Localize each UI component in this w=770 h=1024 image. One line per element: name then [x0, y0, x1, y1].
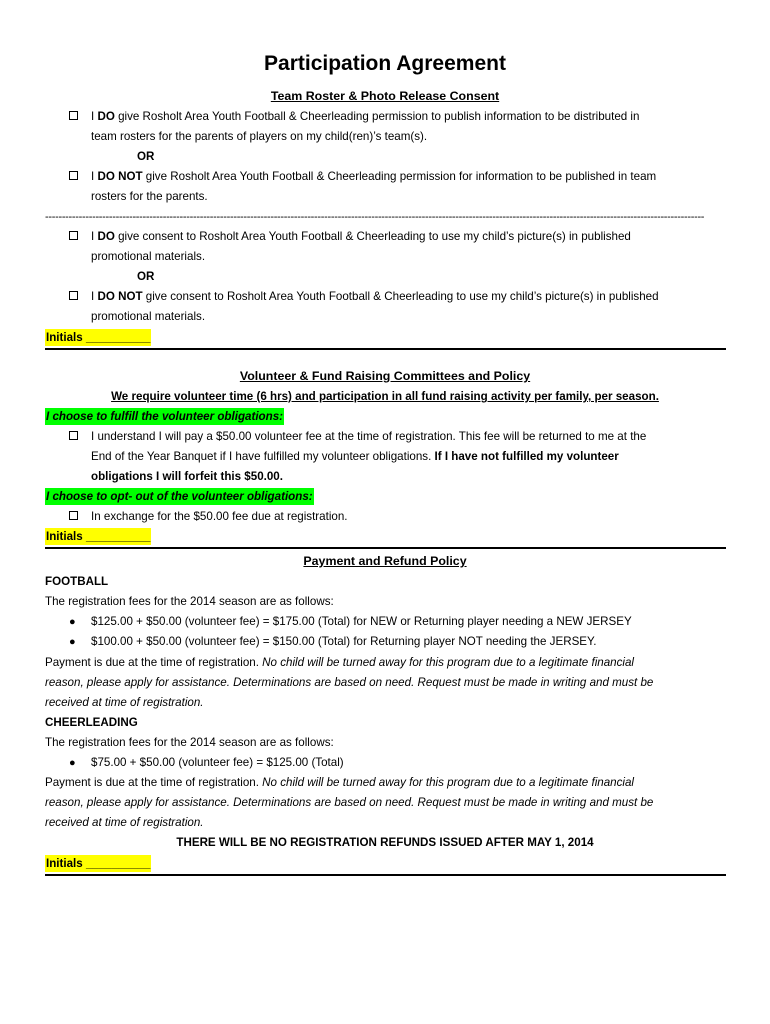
football-label: FOOTBALL — [45, 575, 109, 588]
opt-out-line: In exchange for the $50.00 fee due at registration. — [91, 510, 348, 523]
section-divider — [45, 874, 726, 876]
checkbox-square-icon — [69, 111, 78, 120]
volunteer-heading: Volunteer & Fund Raising Committees and Policy — [239, 369, 531, 383]
photo-do-checkbox[interactable] — [69, 227, 78, 247]
football-fees-intro: The registration fees for the 2014 season are as follows: — [45, 595, 334, 608]
roster-do-line2: team rosters for the parents of players on my child(ren)’s team(s). — [91, 130, 428, 143]
cheer-fees-intro: The registration fees for the 2014 season are as follows: — [45, 736, 334, 749]
roster-heading: Team Roster & Photo Release Consent — [270, 89, 500, 103]
section-divider — [45, 547, 726, 549]
payment-initials-field[interactable]: Initials __________ — [46, 857, 151, 870]
fulfill-line3: obligations I will forfeit this $50.00. — [91, 470, 283, 483]
refund-notice: THERE WILL BE NO REGISTRATION REFUNDS ISSUED AFTER MAY 1, 2014 — [176, 836, 594, 849]
football-fee-item: $100.00 + $50.00 (volunteer fee) = $150.00 (Total) for Returning player NOT needing the JERSEY. — [91, 635, 597, 648]
opt-out-checkbox[interactable] — [69, 507, 78, 527]
cheer-payment-note-line3: received at time of registration. — [45, 816, 204, 829]
bullet-icon: ● — [69, 616, 76, 628]
cheer-payment-note-line2: reason, please apply for assistance. Determinations are based on need. Request must be made in writing and must be — [45, 796, 654, 809]
checkbox-square-icon — [69, 431, 78, 440]
cheer-fee-item: $75.00 + $50.00 (volunteer fee) = $125.00 (Total) — [91, 756, 344, 769]
fulfill-obligations-label: I choose to fulfill the volunteer obligations: — [46, 410, 284, 423]
volunteer-subheading: We require volunteer time (6 hrs) and participation in all fund raising activity per family, per season. — [111, 390, 659, 403]
roster-do-not-line1: I DO NOT give Rosholt Area Youth Football & Cheerleading permission for information to be published in team — [91, 170, 657, 183]
cheer-payment-note-line1: Payment is due at the time of registration. No child will be turned away for this program due to a legitimate financial — [45, 776, 635, 789]
volunteer-initials-field[interactable]: Initials __________ — [46, 530, 151, 543]
roster-do-not-checkbox[interactable] — [69, 167, 78, 187]
or-label: OR — [137, 150, 155, 163]
roster-do-not-line2: rosters for the parents. — [91, 190, 208, 203]
fulfill-obligations-checkbox[interactable] — [69, 427, 78, 447]
bullet-icon: ● — [69, 757, 76, 769]
fulfill-line2: End of the Year Banquet if I have fulfilled my volunteer obligations. If I have not fulfilled my volunteer — [91, 450, 619, 463]
or-label: OR — [137, 270, 155, 283]
photo-do-not-line1: I DO NOT give consent to Rosholt Area Youth Football & Cheerleading to use my child’s picture(s) in published — [91, 290, 659, 303]
dashed-separator: ---------------------------------------------------------------------------------------------------------------------------------------------------------------------------------------------------- — [45, 211, 705, 223]
checkbox-square-icon — [69, 231, 78, 240]
cheerleading-label: CHEERLEADING — [45, 716, 138, 729]
photo-do-line1: I DO give consent to Rosholt Area Youth Football & Cheerleading to use my child’s picture(s) in published — [91, 230, 631, 243]
document-title: Participation Agreement — [264, 52, 506, 75]
checkbox-square-icon — [69, 291, 78, 300]
opt-out-label: I choose to opt- out of the volunteer obligations: — [46, 490, 313, 503]
roster-initials-field[interactable]: Initials __________ — [46, 331, 151, 344]
roster-do-line1: I DO give Rosholt Area Youth Football & Cheerleading permission to publish information to be distributed in — [91, 110, 640, 123]
football-fee-item: $125.00 + $50.00 (volunteer fee) = $175.00 (Total) for NEW or Returning player needing a NEW JERSEY — [91, 615, 632, 628]
section-divider — [45, 348, 726, 350]
bullet-icon: ● — [69, 636, 76, 648]
football-payment-note-line3: received at time of registration. — [45, 696, 204, 709]
photo-do-not-checkbox[interactable] — [69, 287, 78, 307]
payment-heading: Payment and Refund Policy — [303, 554, 467, 568]
roster-do-checkbox[interactable] — [69, 107, 78, 127]
football-payment-note-line2: reason, please apply for assistance. Determinations are based on need. Request must be made in writing and must be — [45, 676, 654, 689]
fulfill-line1: I understand I will pay a $50.00 volunteer fee at the time of registration. This fee will be returned to me at the — [91, 430, 647, 443]
photo-do-not-line2: promotional materials. — [91, 310, 206, 323]
checkbox-square-icon — [69, 511, 78, 520]
football-payment-note-line1: Payment is due at the time of registration. No child will be turned away for this program due to a legitimate financial — [45, 656, 635, 669]
checkbox-square-icon — [69, 171, 78, 180]
photo-do-line2: promotional materials. — [91, 250, 206, 263]
